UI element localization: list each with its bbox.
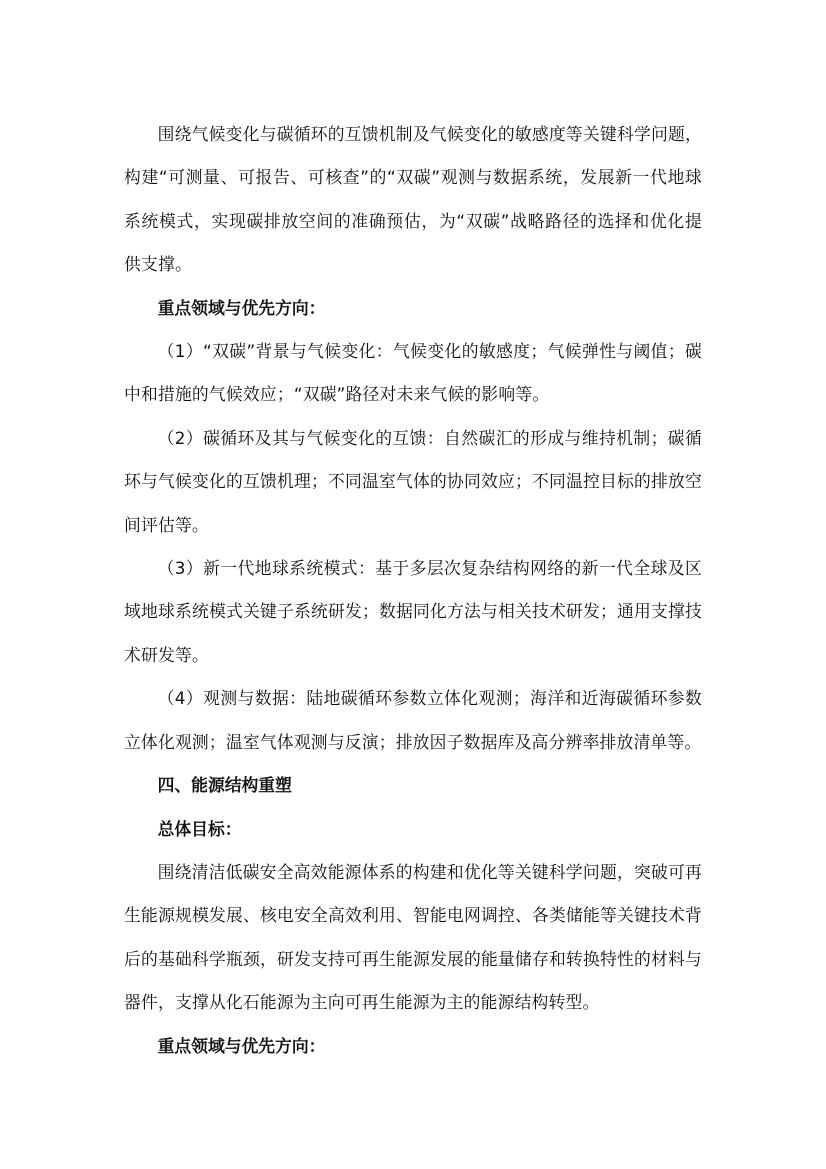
paragraph-item-4: （4）观测与数据：陆地碳循环参数立体化观测；海洋和近海碳循环参数立体化观测；温室气体观测与反演；排放因子数据库及高分辨率排放清单等。 <box>124 688 702 752</box>
document-body <box>124 113 702 1068</box>
paragraph-item-2: （2）碳循环及其与气候变化的互馈：自然碳汇的形成与维持机制；碳循环与气候变化的互馈机理；不同温室气体的协同效应；不同温控目标的排放空间评估等。 <box>124 427 702 535</box>
paragraph-item-3: （3）新一代地球系统模式：基于多层次复杂结构网络的新一代全球及区域地球系统模式关键子系统研发；数据同化方法与相关技术研发；通用支撑技术研发等。 <box>124 558 702 665</box>
paragraph-climate-carbon-intro: 围绕气候变化与碳循环的互馈机制及气候变化的敏感度等关键科学问题，构建“可测量、可报告、可核查”的“双碳”观测与数据系统，发展新一代地球系统模式，实现碳排放空间的准确预估，为“双碳”战略路径的选择和优化提供支撑。 <box>124 124 702 275</box>
paragraph-energy-goal: 围绕清洁低碳安全高效能源体系的构建和优化等关键科学问题，突破可再生能源规模发展、核电安全高效利用、智能电网调控、各类储能等关键技术背后的基础科学瓶颈，研发支持可再生能源发展的能量储存和转换特性的材料与器件，支撑从化石能源为主向可再生能源为主的能源结构转型。 <box>124 861 702 1013</box>
heading-key-areas-2: 重点领域与优先方向： <box>157 1035 326 1056</box>
heading-section-four: 四、能源结构重塑 <box>157 775 292 796</box>
paragraph-item-1: （1）“双碳”背景与气候变化：气候变化的敏感度；气候弹性与阈值；碳中和措施的气候效应；“双碳”路径对未来气候的影响等。 <box>124 341 702 405</box>
heading-key-areas-1: 重点领域与优先方向： <box>157 297 326 318</box>
heading-overall-goal: 总体目标： <box>157 818 242 839</box>
